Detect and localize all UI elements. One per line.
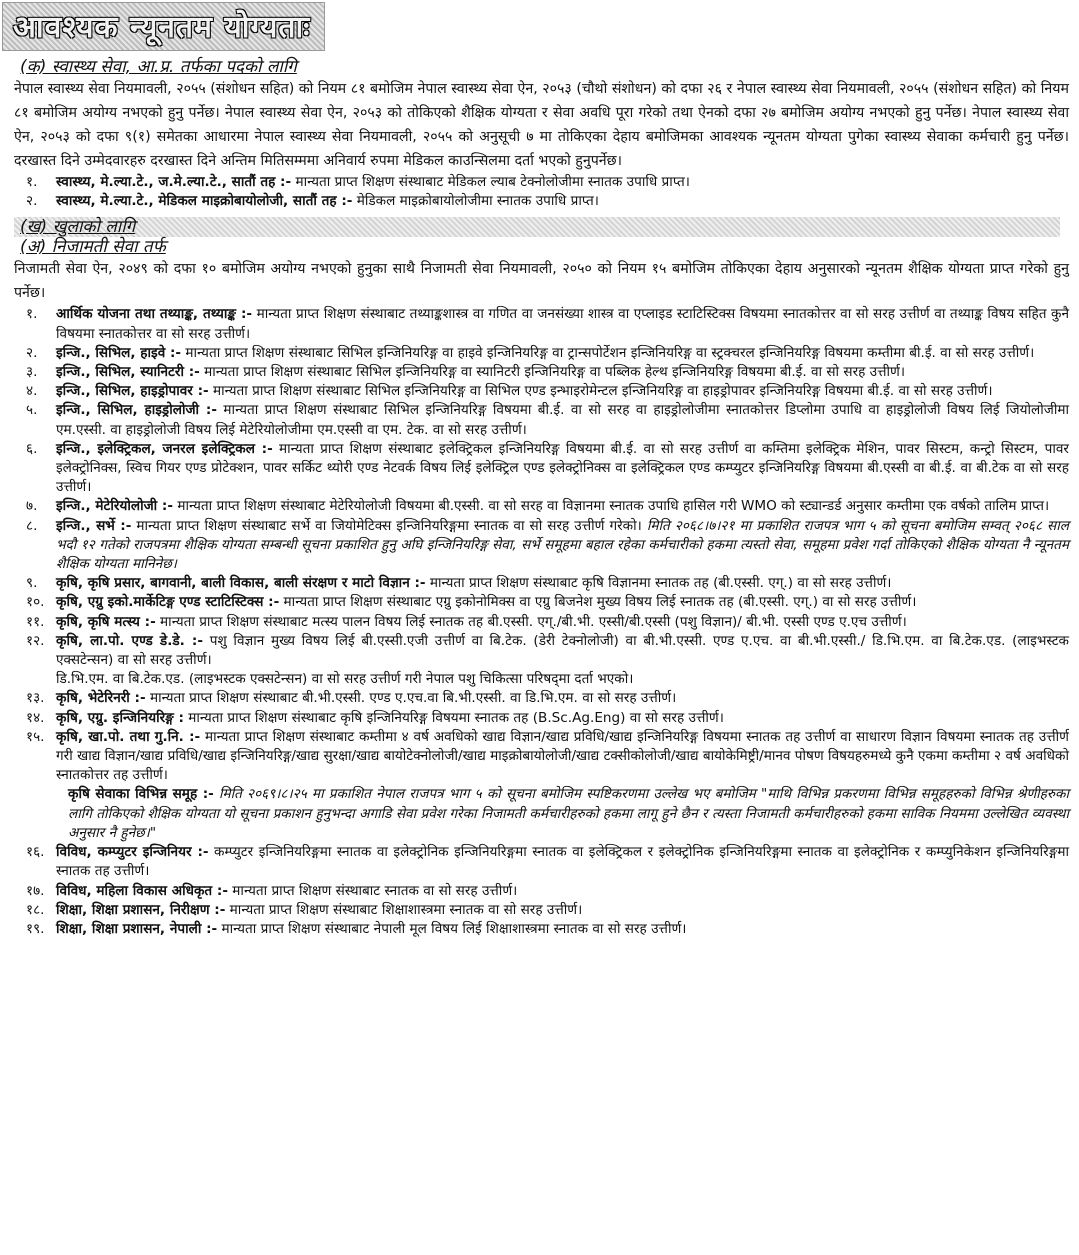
item-label: स्वास्थ्य, मे.ल्या.टे., मेडिकल माइक्रोबायोलोजी, सातौं तह :- [56, 193, 353, 210]
section-ka-list [14, 173, 1069, 211]
list-item [14, 440, 1069, 498]
list-item [14, 843, 1069, 881]
list-item [14, 689, 1069, 708]
list-item [14, 497, 1069, 516]
item-number: २. [26, 344, 38, 361]
section-ka-heading: (क) स्वास्थ्य सेवा, आ.प्र. तर्फका पदको लागि [20, 57, 297, 77]
item-number: १४. [26, 709, 45, 726]
item-body [56, 613, 1069, 632]
item-number: ११. [26, 613, 45, 630]
item-body [56, 632, 1069, 670]
agri-groups-note [68, 785, 1069, 843]
section-kha-list-2 [14, 843, 1069, 939]
item-label: कृषि, खा.पो. तथा गु.नि. :- [56, 728, 201, 745]
agri-groups-note-text: मिति २०६९।८।२५ मा प्रकाशित नेपाल राजपत्र भाग ५ को सूचना बमोजिम स्पष्टिकरणमा उल्लेख भए बमोजिम "माथि विभिन्न प्रकरणमा विभिन्न समूहहरुको विभिन्न श्रेणीहरुका लागि तोकिएको शैक्षिक योग्यता यो सूचना प्रकाशन हुनुभन्दा अगाडि सेवा प्रवेश गरेका निजामती कर्मचारीहरुको हकमा लागू हुने छैन र त्यस्ता निजामती कर्मचारीहरुको हकमा साविक नियममा उल्लेखित व्यवस्था अनुसार नै हुनेछ।" [68, 786, 1069, 841]
item-text: मान्यता प्राप्त शिक्षण संस्थाबाट स्नातक वा सो सरह उत्तीर्ण। [227, 882, 518, 899]
item-number: ४. [26, 383, 38, 400]
item-body [56, 173, 1069, 192]
item-label: आर्थिक योजना तथा तथ्याङ्क, तथ्याङ्क :- [56, 306, 253, 323]
list-item [14, 882, 1069, 901]
item-text: मान्यता प्राप्त शिक्षण संस्थाबाट तथ्याङ्कशास्त्र वा गणित वा जनसंख्या शास्त्र वा एप्लाइड स्टाटिस्टिक्स विषयमा स्नातकोत्तर वा सो सरह उत्तीर्ण वा तथ्याङ्क विषय सहित कुनै विषयमा स्नातकोत्तर वा सो सरह उत्तीर्ण। [56, 306, 1070, 342]
item-text: मान्यता प्राप्त शिक्षण संस्थाबाट शिक्षाशास्त्रमा स्नातक वा सो सरह उत्तीर्ण। [225, 901, 583, 918]
item-label: विविध, कम्प्युटर इन्जिनियर :- [56, 844, 209, 861]
list-item [14, 901, 1069, 920]
item-body [56, 363, 1069, 382]
item-number: २. [26, 193, 38, 210]
section-kha-paragraph: निजामती सेवा ऐन, २०४९ को दफा १० बमोजिम अयोग्य नभएको हुनुका साथै निजामती सेवा नियमावली, २०५० को नियम १५ बमोजिम तोकिएका देहाय अनुसारको न्यूनतम शैक्षिक योग्यता प्राप्त गरेको हुनु पर्नेछ। [14, 261, 1069, 302]
item-number: १२. [26, 632, 45, 649]
item-text: मान्यता प्राप्त शिक्षण संस्थाबाट एग्रु इकोनोमिक्स वा एग्रु बिजनेश मुख्य विषय लिई स्नातक तह (बी.एस्सी. एग्.) वा सो सरह उत्तीर्ण। [279, 594, 917, 611]
list-item [14, 593, 1069, 612]
item-number: १३. [26, 690, 45, 707]
item-label: विविध, महिला विकास अधिकृत :- [56, 882, 228, 899]
list-item [14, 632, 1069, 670]
item-text: मान्यता प्राप्त शिक्षण संस्थाबाट कृषि विज्ञानमा स्नातक तह (बी.एस्सी. एग्.) वा सो सरह उत्तीर्ण। [425, 575, 892, 592]
item-body [56, 709, 1069, 728]
item-text: मान्यता प्राप्त शिक्षण संस्थाबाट नेपाली मूल विषय लिई शिक्षाशास्त्रमा स्नातक वा सो सरह उत्तीर्ण। [217, 920, 687, 937]
item-body [56, 920, 1069, 939]
item-text: मान्यता प्राप्त शिक्षण संस्थाबाट मेडिकल ल्याब टेक्नोलोजीमा स्नातक उपाधि प्राप्त। [291, 174, 690, 190]
item-label: इन्जि., सिभिल, हाइवे :- [56, 344, 182, 361]
item-number: ८. [26, 517, 38, 534]
item-label: शिक्षा, शिक्षा प्रशासन, निरीक्षण :- [56, 901, 226, 918]
document-title-banner [2, 2, 325, 51]
agri-groups-note-label: कृषि सेवाका विभिन्न समूह :- [68, 786, 214, 803]
item-text: मान्यता प्राप्त शिक्षण संस्थाबाट सर्भे वा जियोमेटिक्स इन्जिनियरिङ्गमा स्नातक वा सो सरह उत्तीर्ण गरेको। [131, 517, 642, 534]
item-number: ३. [26, 364, 38, 381]
item-number [14, 670, 56, 689]
item-number: १७. [26, 882, 45, 899]
list-item [14, 382, 1069, 401]
item-number: ६. [26, 440, 38, 457]
item-label: कृषि, कृषि प्रसार, बागवानी, बाली विकास, बाली संरक्षण र माटो विज्ञान :- [56, 575, 426, 592]
item-text: मेडिकल माइक्रोबायोलोजीमा स्नातक उपाधि प्राप्त। [352, 193, 599, 210]
item-text: मान्यता प्राप्त शिक्षण संस्थाबाट मेटेरियोलोजी विषयमा बी.एस्सी. वा सो सरह वा विज्ञानमा स्नातक उपाधि हासिल गरी WMO को स्ट्यान्डर्ड अनुसार कम्तीमा एक वर्षको तालिम प्राप्त। [173, 498, 1050, 515]
item-number: १. [26, 174, 38, 190]
item-body [56, 728, 1069, 786]
item-label: इन्जि., मेटेरियोलोजी :- [56, 498, 174, 515]
section-ka-paragraph: नेपाल स्वास्थ्य सेवा नियमावली, २०५५ (संशोधन सहित) को नियम ८१ बमोजिम नेपाल स्वास्थ्य सेवा ऐन, २०५३ (चौथो संशोधन) को दफा २६ र नेपाल स्वास्थ्य सेवा नियमावली, २०५५ (संशोधन सहित) को नियम ८१ बमोजिम अयोग्य नभएको हुनु पर्नेछ। नेपाल स्वास्थ्य सेवा ऐन, २०५३ को तोकिएको शैक्षिक योग्यता र सेवा अवधि पूरा गरेको तथा ऐनको दफा २७ बमोजिम अयोग्य नभएको हुनु पर्नेछ। नेपाल स्वास्थ्य सेवा ऐन, २०५३ को दफा ९(१) समेतका आधारमा नेपाल स्वास्थ्य सेवा नियमावली, २०५५ को अनुसूची ७ मा तोकिएका देहाय बमोजिमका आवश्यक न्यूनतम योग्यता पुगेका स्वास्थ्य सेवाका कर्मचारी हुनु पर्नेछ। दरखास्त दिने उम्मेदवारहरु दरखास्त दिने अन्तिम मितिसम्ममा अनिवार्य रुपमा मेडिकल काउन्सिलमा दर्ता भएको हुनुपर्नेछ। [14, 81, 1069, 169]
list-item [14, 709, 1069, 728]
item-number: १९. [26, 920, 45, 937]
item-text: कम्प्युटर इन्जिनियरिङ्गमा स्नातक वा इलेक्ट्रोनिक इन्जिनियरिङ्गमा स्नातक वा इलेक्ट्रिकल र इलेक्ट्रोनिक इन्जिनियरिङ्गमा स्नातक वा इलेक्ट्रोनिक र कम्प्युनिकेशन इन्जिनियरिङ्गमा स्नातक तह उत्तीर्ण। [56, 844, 1069, 880]
item-body [56, 593, 1069, 612]
list-item [14, 401, 1069, 439]
list-item [14, 517, 1069, 575]
item-body [56, 497, 1069, 516]
item-text: मान्यता प्राप्त शिक्षण संस्थाबाट मत्स्य पालन विषय लिई स्नातक तह बी.एस्सी. एग्./बी.भी. एस्सी/बी.एस्सी (पशु विज्ञान)/ बी.भी. एस्सी एण्ड ए.एच उत्तीर्ण। [155, 613, 907, 630]
item-text: मान्यता प्राप्त शिक्षण संस्थाबाट सिभिल इन्जिनियरिङ्ग वा सिभिल एण्ड इन्भाइरोमेन्टल इन्जिनियरिङ्ग वा हाइड्रोपावर इन्जिनियरिङ्ग विषयमा बी.ई. वा सो सरह उत्तीर्ण। [208, 383, 993, 400]
list-item [14, 305, 1069, 343]
item-note: मिति २०६८।७।२१ मा प्रकाशित राजपत्र भाग ५ को सूचना बमोजिम सम्वत् २०६८ साल भदौ १२ गतेको राजपत्रमा शैक्षिक योग्यता सम्बन्धी सूचना प्रकाशित हुनु अघि इन्जिनियरिङ्ग सेवा, सर्भे समूहमा बहाल रहेका कर्मचारीको हकमा त्यस्तो सेवा, समूहमा प्रवेश गर्दा तोकिएको शैक्षिक योग्यता नै न्यूनतम शैक्षिक योग्यता मानिनेछ। [56, 517, 1070, 573]
list-item [14, 344, 1069, 363]
item-label: इन्जि., इलेक्ट्रिकल, जनरल इलेक्ट्रिकल :- [56, 440, 273, 457]
item-number: १८. [26, 901, 45, 918]
item-body [56, 192, 1069, 211]
item-text: मान्यता प्राप्त शिक्षण संस्थाबाट कम्तीमा ४ वर्ष अवधिको खाद्य विज्ञान/खाद्य प्रविधि/खाद्य इन्जिनियरिङ्ग विषयमा स्नातक तह उत्तीर्ण वा साधारण विज्ञान विषयमा स्नातक तह उत्तीर्ण गरी खाद्य विज्ञान/खाद्य प्रविधि/खाद्य इन्जिनियरिङ्ग/खाद्य सुरक्षा/खाद्य बायोटेक्नोलोजी/खाद्य माइक्रोबायोलोजी/खाद्य टक्सीकोलोजी/खाद्य बायोकेमिष्ट्री/मानव पोषण विषयहरुमध्ये कुनै एकमा कम्तीमा २ वर्ष अवधिको स्नातकोत्तर तह उत्तीर्ण। [56, 728, 1070, 784]
item-body [56, 517, 1069, 575]
item-text: डि.भि.एम. वा बि.टेक.एड. (लाइभस्टक एक्सटेन्सन) वा सो सरह उत्तीर्ण गरी नेपाल पशु चिकित्सा परिषद्‌मा दर्ता भएको। [56, 671, 634, 688]
list-item [14, 670, 1069, 689]
item-number: १. [26, 306, 38, 323]
item-label: कृषि, ला.पो. एण्ड डे.डे. :- [56, 632, 204, 649]
item-number: ५. [26, 402, 38, 419]
item-number: ९. [26, 575, 38, 592]
item-text: मान्यता प्राप्त शिक्षण संस्थाबाट सिभिल इन्जिनियरिङ्ग वा हाइवे इन्जिनियरिङ्ग वा ट्रान्सपोर्टेशन इन्जिनियरिङ्ग वा स्ट्रक्चरल इन्जिनियरिङ्ग विषयमा कम्तीमा बी.ई. वा सो सरह उत्तीर्ण। [181, 344, 1035, 361]
item-text: पशु विज्ञान मुख्य विषय लिई बी.एस्सी.एजी उत्तीर्ण वा बि.टेक. (डेरी टेक्नोलोजी) वा बी.भी.एस्सी. एण्ड ए.एच. वा बी.भी.एस्सी./ डि.भि.एम. वा बि.टेक.एड. (लाइभस्टक एक्सटेन्सन) वा सो सरह उत्तीर्ण। [56, 632, 1069, 669]
item-text: मान्यता प्राप्त शिक्षण संस्थाबाट बी.भी.एस्सी. एण्ड ए.एच.वा बि.भी.एस्सी. वा डि.भि.एम. वा सो सरह उत्तीर्ण। [145, 690, 677, 707]
item-label: कृषि, एग्रु. इन्जिनियरिङ्ग : [56, 709, 184, 726]
list-item [14, 192, 1069, 211]
list-item [14, 574, 1069, 593]
section-kha-subheading: (अ) निजामती सेवा तर्फ [20, 237, 166, 258]
item-number: १५. [26, 728, 45, 745]
list-item [14, 728, 1069, 786]
item-label: कृषि, कृषि मत्स्य :- [56, 613, 156, 630]
item-label: इन्जि., सर्भे :- [56, 517, 132, 534]
item-text: मान्यता प्राप्त शिक्षण संस्थाबाट सिभिल इन्जिनियरिङ्ग विषयमा बी.ई. वा सो सरह वा हाइड्रोलोजीमा स्नातकोत्तर डिप्लोमा उपाधि वा हाइड्रोलोजी विषय लिई जियोलोजीमा एम.एस्सी. वा हाइड्रोलोजी विषय लिई मेटेरियोलोजीमा एम.एस्सी वा एम. टेक. वा सो सरह उत्तीर्ण। [56, 402, 1070, 438]
item-body [56, 689, 1069, 708]
item-text: मान्यता प्राप्त शिक्षण संस्थाबाट सिभिल इन्जिनियरिङ्ग वा स्यानिटरी इन्जिनियरिङ्ग वा पब्लिक हेल्थ इन्जिनियरिङ्ग विषयमा बी.ई. वा सो सरह उत्तीर्ण। [199, 364, 906, 381]
item-body [56, 440, 1069, 498]
item-text: मान्यता प्राप्त शिक्षण संस्थाबाट कृषि इन्जिनियरिङ्ग विषयमा स्नातक तह (B.Sc.Ag.Eng) वा सो सरह उत्तीर्ण। [183, 709, 724, 726]
item-number: १६. [26, 844, 45, 861]
section-kha-heading: (ख) खुलाको लागि [14, 217, 1060, 237]
item-body [56, 670, 1069, 689]
document-title: आवश्यक न्यूनतम योग्यताः [13, 10, 311, 45]
item-body [56, 344, 1069, 363]
item-label: स्वास्थ्य, मे.ल्या.टे., ज.मे.ल्या.टे., सातौं तह :- [56, 174, 292, 190]
list-item [14, 173, 1069, 192]
item-body [56, 574, 1069, 593]
item-label: इन्जि., सिभिल, हाइड्रोपावर :- [56, 383, 209, 400]
item-body [56, 382, 1069, 401]
item-label: इन्जि., सिभिल, हाइड्रोलोजी :- [56, 402, 217, 419]
item-number: १०. [26, 594, 45, 611]
item-label: कृषि, एग्रु इको.मार्केटिङ्ग एण्ड स्टाटिस्टिक्स :- [56, 594, 280, 611]
item-label: शिक्षा, शिक्षा प्रशासन, नेपाली :- [56, 920, 218, 937]
item-body [56, 305, 1069, 343]
item-body [56, 882, 1069, 901]
list-item [14, 920, 1069, 939]
item-label: इन्जि., सिभिल, स्यानिटरी :- [56, 364, 200, 381]
item-number: ७. [26, 498, 38, 515]
list-item [14, 363, 1069, 382]
item-text: मान्यता प्राप्त शिक्षण संस्थाबाट इलेक्ट्रिकल इन्जिनियरिङ्ग विषयमा बी.ई. वा सो सरह उत्तीर्ण वा कम्तिमा इलेक्ट्रिक मेशिन, पावर सिस्टम, कन्ट्रो सिस्टम, पावर इलेक्ट्रोनिक्स, स्विच गियर एण्ड प्रोटेक्शन, पावर सर्किट थ्योरी एण्ड नेटवर्क विषय लिई इलेक्ट्रिल एण्ड इलेक्ट्रोनिक्स वा इलेक्ट्रिकल एण्ड कम्प्युटर इन्जिनियरिङ्ग विषयमा बी.एस्सी वा बी.ई. वा बी.टेक वा सो सरह उत्तीर्ण। [56, 440, 1069, 496]
item-body [56, 401, 1069, 439]
item-body [56, 901, 1069, 920]
item-body [56, 843, 1069, 881]
list-item [14, 613, 1069, 632]
item-label: कृषि, भेटेरिनरी :- [56, 690, 146, 707]
section-kha-list [14, 305, 1069, 785]
